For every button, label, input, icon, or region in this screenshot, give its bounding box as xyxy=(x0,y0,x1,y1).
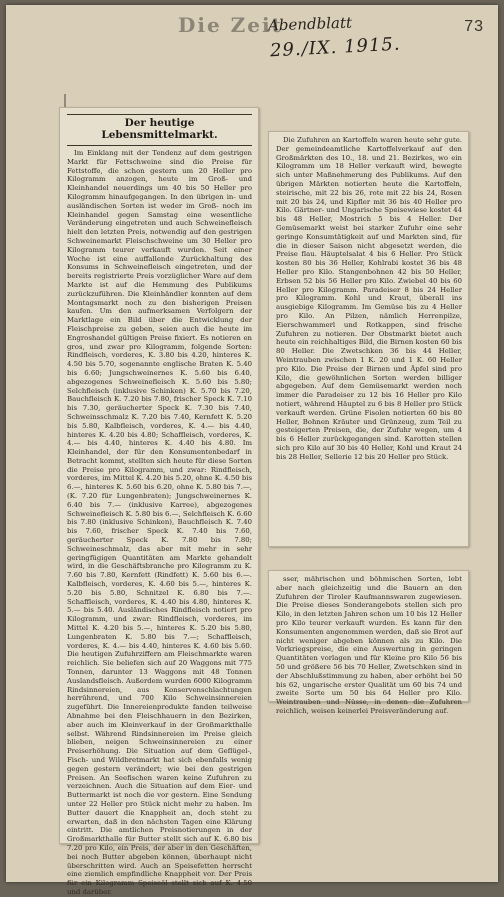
clipping-left-column xyxy=(59,107,259,896)
title-rule xyxy=(67,145,252,146)
clipping-right-column-top xyxy=(268,131,469,547)
top-rule xyxy=(67,114,252,115)
page-number: 73 xyxy=(464,18,484,35)
article-body-right-top: Die Zufuhren an Kartoffeln waren heute sehr gute. Der gemeindeamtliche Kartoffelverkauf auf den Großmärkten des 10., 18. und 21. Bezirkes, wo ein Kilogramm um 18 Heller verkauft wird, bewegte sich unter Maßnehmerung des Publikums. Auf den übrigen Märkten notierten heute die Kartoffeln, steirische, mit 22 bis 26, rote mit 22 bis 24, Rosen mit 20 bis 24, und Kipfler mit 36 bis 40 Heller pro Kilo. Gärtner- und Ungarische Speisewiese kostet 44 bis 48 Heller, Mostrich 5 bis 4 Heller. Der Gemüsemarkt weist bei starker Zufuhr eine sehr geringe Konsumtätigkeit auf und Markten sind, für die in dieser Saison nicht abgesetzt werden, die Preise flau. Häuptelsalat 4 bis 6 Heller. Pro Stück kosten 80 bis 36 Heller, Kohlrabi kostet 36 bis 48 Heller pro Kilo. Stangenbohnen 42 bis 50 Heller, Erbsen 52 bis 56 Heller pro Kilo. Zwiebel 40 bis 60 Heller pro Kilogramm. Paradeiser 8 bis 24 Heller pro Kilogramm. Kohl und Kraut, überall ins ausgiebige Kilogramm. Im Gemüse bis zu 4 Heller pro Kilo. An Pilzen, nämlich Herrenpilze, Eierschwammerl und Rotkappen, sind frische Zufuhren zu notieren. Der Obstmarkt bietet auch heute ein reichhaltiges Bild, die Birnen kosten 60 bis 80 Heller. Die Zwetschken 36 bis 44 Heller, Weintrauben zwischen 1 K. 20 und 1 K. 60 Heller pro Kilo. Die Preise der Birnen und Äpfel sind pro Kilo, die gewöhnlichen Sorten werden billiger abgegeben. Auf dem Gemüsemarkt werden noch immer die Paradeiser zu 12 bis 16 Heller pro Kilo notiert, während Häuptel zu 6 bis 8 Heller pro Stück verkauft werden. Grüne Fisolen notierten 60 bis 80 Heller, Bohnen Kräuter und Grünzeug, zum Teil zu gesteigerten Preisen, die, der Zufuhr wegen, um 4 bis 6 Heller zurückgegangen sind. Karotten stellen sich pro Kilo auf 30 bis 40 Heller, Kohl und Kraut 24 bis 28 Heller, Sellerie 12 bis 20 Heller pro Stück. xyxy=(276,136,463,461)
clipping-right-column-bottom xyxy=(268,570,469,715)
handwritten-date: 29./IX. 1915. xyxy=(269,33,402,62)
article-body-right-bottom: sser, mährischen und böhmischen Sorten, lebt aber nach gleichzeitig und die Bauern an den Zufuhren der Tiroler Kaufmannswaren zugewiesen. Die Preise dieses Sonderangebots stellen sich pro Kilo, in den letzten Jahren schon um 10 bis 12 Heller pro Kilo teurer verkauft wurden. Es kann für den Konsumenten angenommen werden, daß sie Brot auf nicht weniger abgeben können als zu Kilo. Die Vorkriegspreise, die eine Auswertung in geringen Quantitäten vorlagen und für Kleine pro Kilo 56 bis 50 und größere 56 bis 70 Heller, Zwetschken sind in der Abschlußstimmung zu haben, aber erhöht bei 50 bis 62, ungarische erster Qualität um 60 bis 74 und zweite Sorte um 50 bis 64 Heller pro Kilo. Weintrauben und Nüsse, in denen die Zufuhren reichlich, weisen keinerlei Preisveränderung auf. xyxy=(276,575,462,715)
handwritten-edition: Abendblatt xyxy=(267,13,353,35)
newspaper-name: Die Zeit xyxy=(178,13,283,37)
masthead xyxy=(6,5,498,62)
article-body-left: Im Einklang mit der Tendenz auf dem gestrigen Markt für Fettschweine sind die Preise für Fettstoffe, die schon gestern um 20 Heller pro Kilogramm anzogen, heute im Groß- und Kleinhandel neuerdings um 40 bis 50 Heller pro Kilogramm hinaufgegangen. In den übrigen in- und ausländischen Sorten ist weder im Groß- noch im Kleinhandel gegen Samstag eine wesentliche Veränderung eingetreten und auch Schweinefleisch hielt den letzten Preis, notwendig auf den gestrigen Schweinemarkt Fleischschweine um 30 Heller pro Kilogramm teurer verkauft wurden. Seit einer Woche ist eine auffallende Zurückhaltung des Konsums in Schweinefleisch eingetreten, und der bereits registrierte Preis vorzüglicher Ware auf dem Markte ist auf die Hemmung des Publikums zurückzuführen. Die Kleinhändler konnten auf dem Montagsmarkt noch zu den bisherigen Preisen kaufen. Um den aufmerksamen Verfolgern der Marktlage ein Bild über die Entwicklung der Fleischpreise zu geben, seien auch die heute im Engroshandel gültigen Preise fixiert. Es notieren en gros, und zwar pro Kilogramm, folgende Sorten: Rindfleisch, vorderes, K. 3.80 bis 4.20, hinteres K. 4.50 bis 5.70, sogenannte englische Braten K. 5.40 bis 6.60; Jungschweinernes K. 5.60 bis 6.40, abgezogenes Schweinefleisch K. 5.60 bis 5.80; Selchfleisch (inklusive Schinken) K. 5.70 bis 7.20, Bauchfleisch K. 7.20 bis 7.80, frischer Speck K. 7.10 bis 7.30, geräucherter Speck K. 7.30 bis 7.40, Schweinsschmalz K. 7.20 bis 7.40, Kernfett K. 5.20 bis 5.80, Kalbfleisch, vorderes, K. 4.— bis 4.40, hinteres K. 4.20 bis 4.80; Schaffleisch, vorderes, K. 4.— bis 4.40, hinteres K. 4.40 bis 4.80. Im Kleinhandel, der für den Konsumentenbedarf in Betracht kommt, stellten sich heute für diese Sorten die Preise pro Kilogramm, und zwar: Rindfleisch, vorderes, im Mittel K. 4.20 bis 5.20, ohne K. 4.50 bis 6.—, hinteres K. 5.60 bis 6.20, ohne K. 5.80 bis 7.—, (K. 7.20 für Lungenbraten); Jungschweinernes K. 6.40 bis 7.— (inklusive Karree), abgezogenes Schweinefleisch K. 5.80 bis 6.—, Selchfleisch K. 6.60 bis 7.80 (inklusive Schinken), Bauchfleisch K. 7.40 bis 7.60, frischer Speck K. 7.40 bis 7.60, geräucherter Speck K. 7.80 bis 7.80; Schweineschmalz, das aber mit mehr in sehr geringfügigen Quantitäten am Markte gehandelt wird, in die Geschäftsbranche pro Kilogramm zu K. 7.60 bis 7.80, Kernfett (Rindfett) K. 5.60 bis 6.—. Kalbfleisch, vorderes, K. 4.60 bis 5.—, hinteres K. 5.20 bis 5.80, Schnitzel K. 6.80 bis 7.—. Schaffleisch, vorderes, K. 4.40 bis 4.80, hinteres K. 5.— bis 5.40. Ausländisches Rindfleisch notiert pro Kilogramm, und zwar: Rindfleisch, vorderes, im Mittel K. 4.20 bis 5.—, hinteres K. 5.20 bis 5.80, Lungenbraten K. 5.80 bis 7.—; Schaffleisch, vorderes, K. 4.— bis 4.40, hinteres K. 4.60 bis 5.60. Die heutigen Zufuhrziffern am Fleischmarkte waren reichlich. Sie beliefen sich auf 20 Waggons mit 775 Tonnen, darunter 13 Waggons mit 48 Tonnen Auslandsfleisch. Außerdem wurden 6000 Kilogramm Rindsinnereien, aus Konservenschlachtungen herrührend, und 700 Kilo Schweinsinnereien zugeführt. Die Innereienprodukte fanden teilweise Abnahme bei den Fleischhauern in den Bezirken, aber auch im Kleinverkauf in der Großmarkthalle selbst. Während Rindsinnereien im Preise gleich blieben, neigen Schweinsinnereien zu einer Preiserhöhung. Die Situation auf dem Geflügel-, Fisch- und Wildbretmarkt hat sich ebenfalls wenig gegen gestern verändert; wie bei den gestrigen Preisen. An Seefischen waren keine Zufuhren zu verzeichnen. Auch die Situation auf dem Eier- und Buttermarkt ist noch die vor gestern. Eine Sendung unter 22 Heller pro Stück nicht mehr zu haben. Im Butter dauert die Knappheit an, doch steht zu erwarten, daß in den nächsten Tagen eine Klärung eintritt. Die amtlichen Preisnotierungen in der Großmarkthalle für Butter stellt sich auf K. 6.80 bis 7.20 pro Kilo, ein Preis, der aber in den Geschäften, bei noch Butter abgeben können, überhaupt nicht überschritten wird. Auch an Speisefetten herrscht eine ziemlich empfindliche Knappheit vor. Der Preis für ein Kilogramm Speiseöl stellt sich auf K. 4.50 und darüber. xyxy=(67,149,252,896)
article-title: Der heutige Lebensmittelmarkt. xyxy=(101,117,218,141)
scrapbook-page xyxy=(6,5,498,896)
